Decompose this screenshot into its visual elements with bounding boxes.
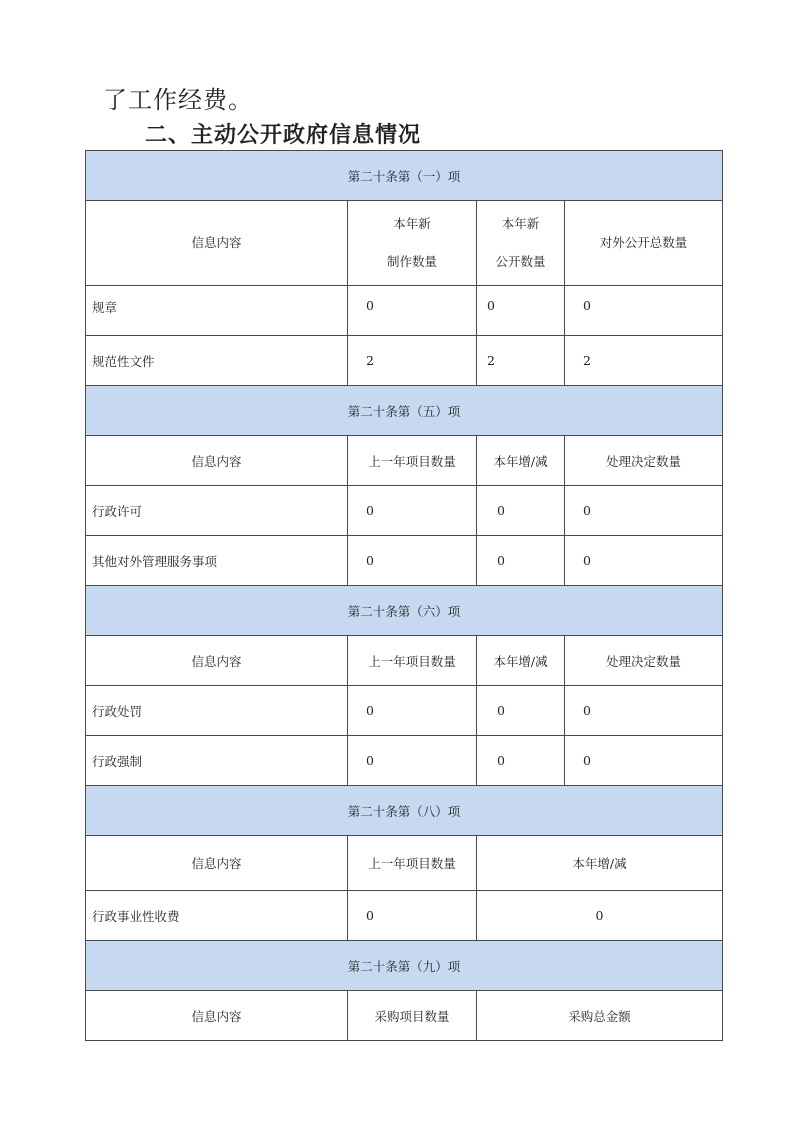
table-row (86, 736, 723, 786)
header-new-published (477, 201, 565, 286)
section-header-1: 第二十条第（一）项 (86, 151, 723, 201)
row-value: 2 (348, 336, 477, 386)
section-header-5: 第二十条第（五）项 (86, 386, 723, 436)
row-value: 0 (477, 891, 723, 941)
row-value: 0 (565, 286, 723, 336)
header-row-9 (86, 991, 723, 1041)
header-purchase-count: 采购项目数量 (348, 991, 477, 1041)
header-info-content: 信息内容 (86, 836, 348, 891)
row-value: 0 (348, 686, 477, 736)
row-label: 规章 (86, 286, 348, 336)
table-row (86, 286, 723, 336)
row-value: 0 (477, 486, 565, 536)
row-value: 0 (477, 736, 565, 786)
header-new-made (348, 201, 477, 286)
row-value: 0 (348, 736, 477, 786)
header-prev-year-count: 上一年项目数量 (348, 436, 477, 486)
header-change: 本年增/减 (477, 436, 565, 486)
header-new-published-line1: 本年新 (501, 216, 540, 231)
section-row-5 (86, 386, 723, 436)
header-row-1 (86, 201, 723, 286)
section-header-8: 第二十条第（八）项 (86, 786, 723, 836)
header-decision-count: 处理决定数量 (565, 636, 723, 686)
row-label: 行政处罚 (86, 686, 348, 736)
table-row (86, 486, 723, 536)
section-row-8 (86, 786, 723, 836)
header-new-published-line2: 公开数量 (495, 254, 546, 269)
row-value: 0 (565, 736, 723, 786)
row-value: 0 (565, 536, 723, 586)
row-value: 0 (348, 536, 477, 586)
row-value: 0 (477, 286, 565, 336)
header-change: 本年增/减 (477, 836, 723, 891)
row-value: 0 (348, 486, 477, 536)
section-header-6: 第二十条第（六）项 (86, 586, 723, 636)
row-value: 0 (477, 536, 565, 586)
row-value: 0 (565, 686, 723, 736)
row-value: 0 (348, 891, 477, 941)
section-row-6 (86, 586, 723, 636)
header-row-8 (86, 836, 723, 891)
row-value: 0 (565, 486, 723, 536)
header-info-content: 信息内容 (86, 991, 348, 1041)
table-row (86, 891, 723, 941)
table-row (86, 336, 723, 386)
row-value: 2 (565, 336, 723, 386)
row-label: 行政事业性收费 (86, 891, 348, 941)
section-row-1 (86, 151, 723, 201)
table-row (86, 686, 723, 736)
header-new-made-line1: 本年新 (393, 216, 431, 231)
header-decision-count: 处理决定数量 (565, 436, 723, 486)
header-change: 本年增/减 (477, 636, 565, 686)
row-label: 规范性文件 (86, 336, 348, 386)
header-info-content: 信息内容 (86, 436, 348, 486)
disclosure-table (85, 150, 723, 1041)
header-prev-year-count: 上一年项目数量 (348, 636, 477, 686)
header-row-5 (86, 436, 723, 486)
row-label: 其他对外管理服务事项 (86, 536, 348, 586)
header-row-6 (86, 636, 723, 686)
header-new-made-line2: 制作数量 (386, 254, 437, 269)
header-info-content: 信息内容 (86, 201, 348, 286)
header-purchase-total: 采购总金额 (477, 991, 723, 1041)
section-title: 二、主动公开政府信息情况 (145, 123, 422, 148)
row-value: 2 (477, 336, 565, 386)
row-value: 0 (477, 686, 565, 736)
section-row-9 (86, 941, 723, 991)
intro-text: 了工作经费。 (103, 86, 253, 114)
row-value: 0 (348, 286, 477, 336)
header-info-content: 信息内容 (86, 636, 348, 686)
row-label: 行政许可 (86, 486, 348, 536)
header-prev-year-count: 上一年项目数量 (348, 836, 477, 891)
table-row (86, 536, 723, 586)
row-label: 行政强制 (86, 736, 348, 786)
section-header-9: 第二十条第（九）项 (86, 941, 723, 991)
header-total-published: 对外公开总数量 (565, 201, 723, 286)
